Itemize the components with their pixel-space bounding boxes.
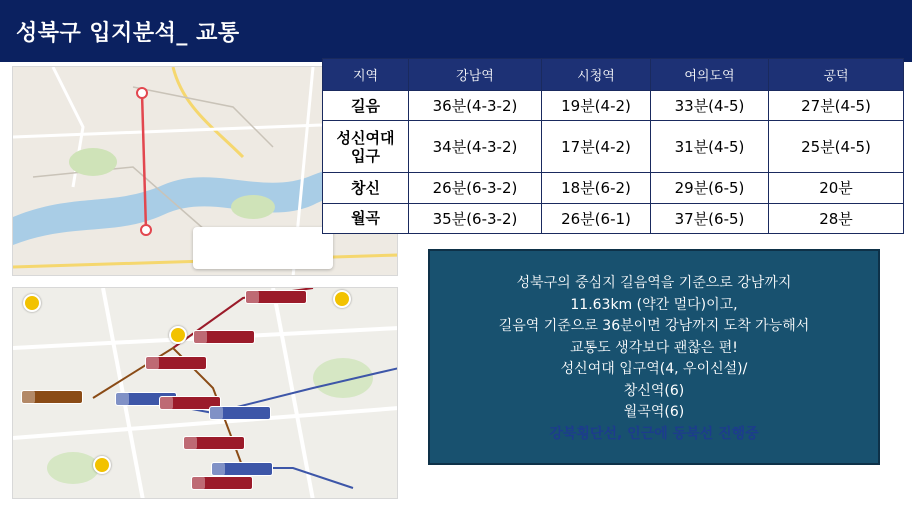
- time-cell: 33분(4-5): [651, 91, 769, 121]
- time-cell: 25분(4-5): [769, 121, 904, 173]
- station-marker: [245, 290, 307, 304]
- time-cell: 26분(6-3-2): [409, 173, 542, 203]
- column-header: 시청역: [542, 59, 651, 91]
- station-marker: [21, 390, 83, 404]
- time-cell: 36분(4-3-2): [409, 91, 542, 121]
- station-marker: [183, 436, 245, 450]
- summary-line: 창신역(6): [623, 382, 685, 399]
- time-cell: 31분(4-5): [651, 121, 769, 173]
- region-cell: 길음: [323, 91, 409, 121]
- commute-time-table: [322, 58, 904, 234]
- time-cell: 37분(6-5): [651, 203, 769, 233]
- time-cell: 20분: [769, 173, 904, 203]
- column-header: 강남역: [409, 59, 542, 91]
- slide-header: [0, 0, 912, 62]
- region-cell: 창신: [323, 173, 409, 203]
- station-map-image: [12, 287, 398, 499]
- station-marker: [191, 476, 253, 490]
- summary-line: 길음역 기준으로 36분이면 강남까지 도착 가능해서: [498, 318, 810, 334]
- column-header: 여의도역: [651, 59, 769, 91]
- time-cell: 26분(6-1): [542, 203, 651, 233]
- time-cell: 35분(6-3-2): [409, 203, 542, 233]
- summary-highlight: 강북횡단선, 인근에 동북선 진행중: [549, 425, 759, 442]
- user-avatar-icon: [93, 456, 111, 474]
- time-cell: 28분: [769, 203, 904, 233]
- region-cell: 성신여대 입구: [323, 121, 409, 173]
- user-avatar-icon: [23, 294, 41, 312]
- time-cell: 18분(6-2): [542, 173, 651, 203]
- slide-title: 성북구 입지분석_ 교통: [16, 21, 240, 46]
- summary-line: 교통도 생각보다 괜찮은 편!: [570, 339, 738, 356]
- time-cell: 17분(4-2): [542, 121, 651, 173]
- region-cell: 월곡: [323, 203, 409, 233]
- station-marker: [193, 330, 255, 344]
- time-cell: 34분(4-3-2): [409, 121, 542, 173]
- route-info-card: [193, 227, 333, 269]
- summary-line: 성신여대 입구역(4, 우이신설)/: [560, 361, 748, 377]
- user-avatar-icon: [169, 326, 187, 344]
- time-cell: 27분(4-5): [769, 91, 904, 121]
- column-header: 공덕: [769, 59, 904, 91]
- summary-box: [428, 249, 880, 465]
- table-row: [323, 173, 904, 203]
- table-row: [323, 203, 904, 233]
- time-cell: 19분(4-2): [542, 91, 651, 121]
- summary-line: 성북구의 중심지 길음역을 기준으로 강남까지: [516, 275, 792, 291]
- station-marker: [145, 356, 207, 370]
- summary-line: 11.63km (약간 멀다)이고,: [570, 296, 738, 313]
- station-marker: [211, 462, 273, 476]
- table-row: [323, 121, 904, 173]
- table-row: [323, 91, 904, 121]
- time-cell: 29분(6-5): [651, 173, 769, 203]
- station-marker: [209, 406, 271, 420]
- summary-line: 월곡역(6): [623, 404, 685, 420]
- table-header-row: [323, 59, 904, 91]
- column-header: 지역: [323, 59, 409, 91]
- user-avatar-icon: [333, 290, 351, 308]
